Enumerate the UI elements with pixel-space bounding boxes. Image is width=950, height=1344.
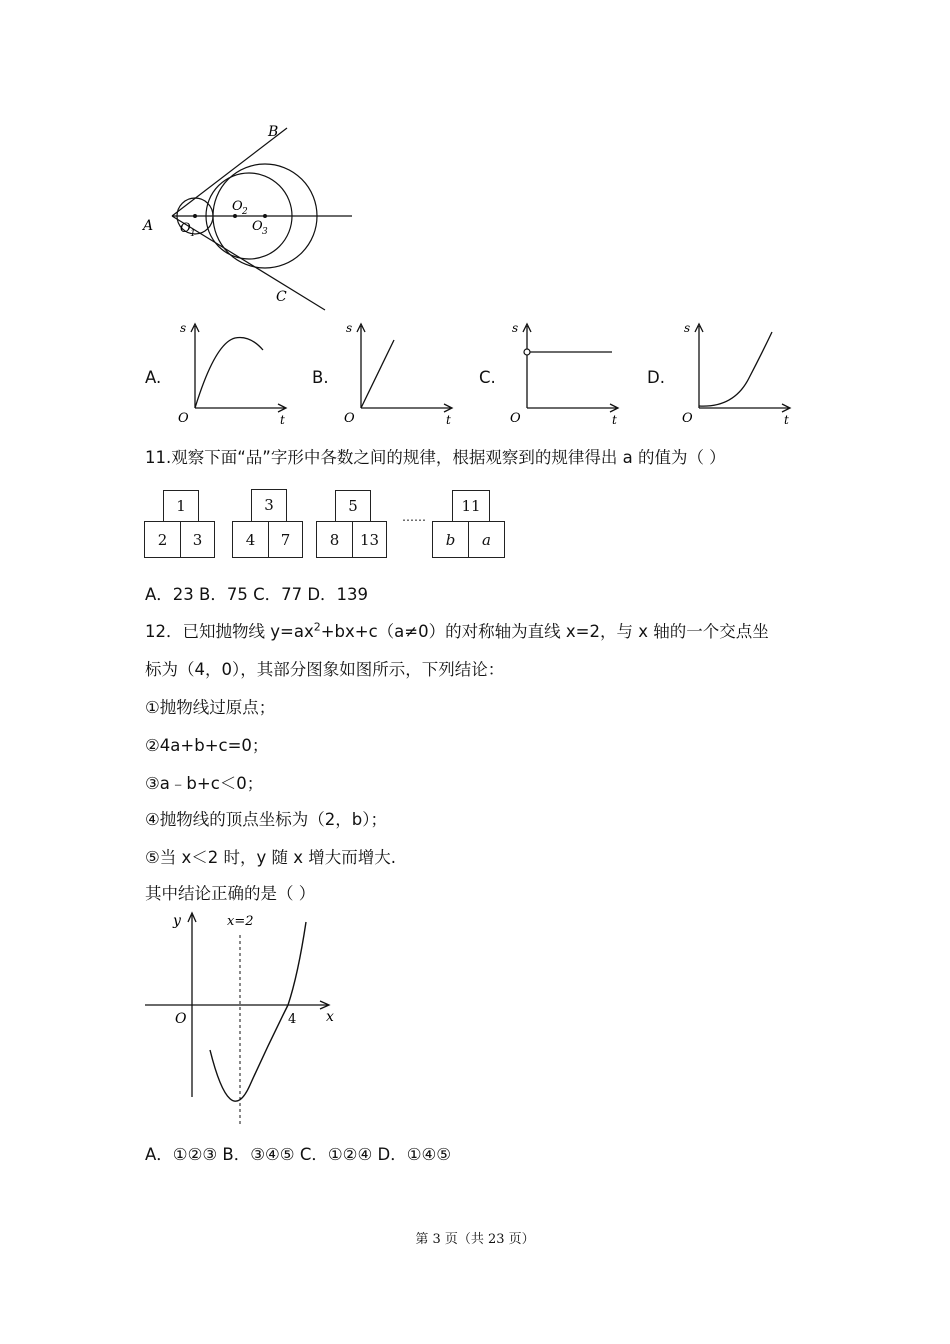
option-b-graph (336, 318, 461, 428)
curve-convex (699, 332, 772, 406)
point-o2 (233, 214, 237, 218)
pattern-left: 8 (316, 521, 353, 558)
option-a-graph (170, 318, 295, 428)
axis-t: t (612, 413, 617, 427)
straight-line (361, 340, 394, 408)
curve-concave (195, 338, 263, 409)
pattern-ellipsis: …… (402, 510, 426, 524)
q12-choices: A．①②③ B．③④⑤ C．①②④ D．①④⑤ (145, 1145, 452, 1164)
label-b: B (268, 124, 279, 140)
q12-stem-line1 (145, 622, 769, 642)
root-label: 4 (288, 1012, 297, 1027)
axis-t: t (280, 413, 285, 427)
axis-s: s (180, 321, 187, 335)
pattern-top: 3 (251, 489, 287, 522)
q12-item-2: ②4a+b+c=0； (145, 736, 269, 755)
label-o2-sub: 2 (242, 207, 248, 217)
axis-s: s (512, 321, 519, 335)
option-b-label: B. (312, 368, 329, 387)
pattern-top: 5 (335, 490, 371, 522)
pattern-left: 2 (144, 521, 181, 558)
y-label: y (173, 913, 181, 929)
q12-item-1: ①抛物线过原点； (145, 698, 276, 717)
pattern-right: 13 (352, 521, 387, 558)
parabola-graph (140, 905, 350, 1135)
symmetry-label: x=2 (227, 914, 254, 929)
option-a-label: A. (145, 368, 162, 387)
option-c-label: C. (479, 368, 496, 387)
pattern-top: 1 (163, 490, 199, 522)
open-dot (524, 349, 530, 355)
label-o3: O (252, 219, 263, 234)
label-a: A (143, 218, 154, 234)
q12-stem-part-a: 12．已知抛物线 y=ax (145, 622, 314, 641)
origin-o: O (344, 411, 355, 426)
tangent-circles-figure (140, 118, 370, 318)
option-d-graph (674, 318, 799, 428)
pattern-left: b (432, 521, 469, 558)
option-c-graph (502, 318, 627, 428)
label-o3-sub: 3 (262, 227, 268, 237)
pattern-right: 7 (268, 521, 303, 558)
q12-item-4: ④抛物线的顶点坐标为（2，b）； (145, 810, 388, 829)
q12-stem-line2: 标为（4，0），其部分图象如图所示，下列结论： (145, 660, 505, 679)
q12-ask: 其中结论正确的是（ ） (145, 884, 316, 903)
q12-stem-sup: 2 (313, 620, 321, 634)
option-d-label: D. (647, 368, 665, 387)
ray-ab (172, 128, 287, 216)
pattern-left: 4 (232, 521, 269, 558)
axis-t: t (784, 413, 789, 427)
label-o2: O (232, 199, 243, 214)
origin-o: O (510, 411, 521, 426)
axis-s: s (684, 321, 691, 335)
axis-s: s (346, 321, 353, 335)
label-c: C (276, 289, 287, 305)
axis-t: t (446, 413, 451, 427)
label-o1-sub: 1 (190, 229, 196, 239)
pattern-top: 11 (452, 490, 490, 522)
q11-choices: A．23 B．75 C．77 D．139 (145, 585, 369, 604)
origin-o: O (178, 411, 189, 426)
label-o1: O (180, 221, 191, 236)
pattern-right: 3 (180, 521, 215, 558)
q12-stem-part-b: +bx+c（a≠0）的对称轴为直线 x=2，与 x 轴的一个交点坐 (320, 622, 769, 641)
q11-stem: 11.观察下面“品”字形中各数之间的规律，根据观察到的规律得出 a 的值为（ ） (145, 448, 726, 467)
origin-o: O (682, 411, 693, 426)
origin-label: O (175, 1011, 187, 1027)
pattern-right: a (468, 521, 505, 558)
x-label: x (326, 1009, 334, 1025)
point-o1 (193, 214, 197, 218)
q12-item-5: ⑤当 x＜2 时，y 随 x 增大而增大. (145, 848, 397, 867)
page-footer: 第 3 页（共 23 页） (415, 1232, 535, 1247)
point-o3 (263, 214, 267, 218)
q12-item-3: ③a﹣b+c＜0； (145, 774, 264, 793)
